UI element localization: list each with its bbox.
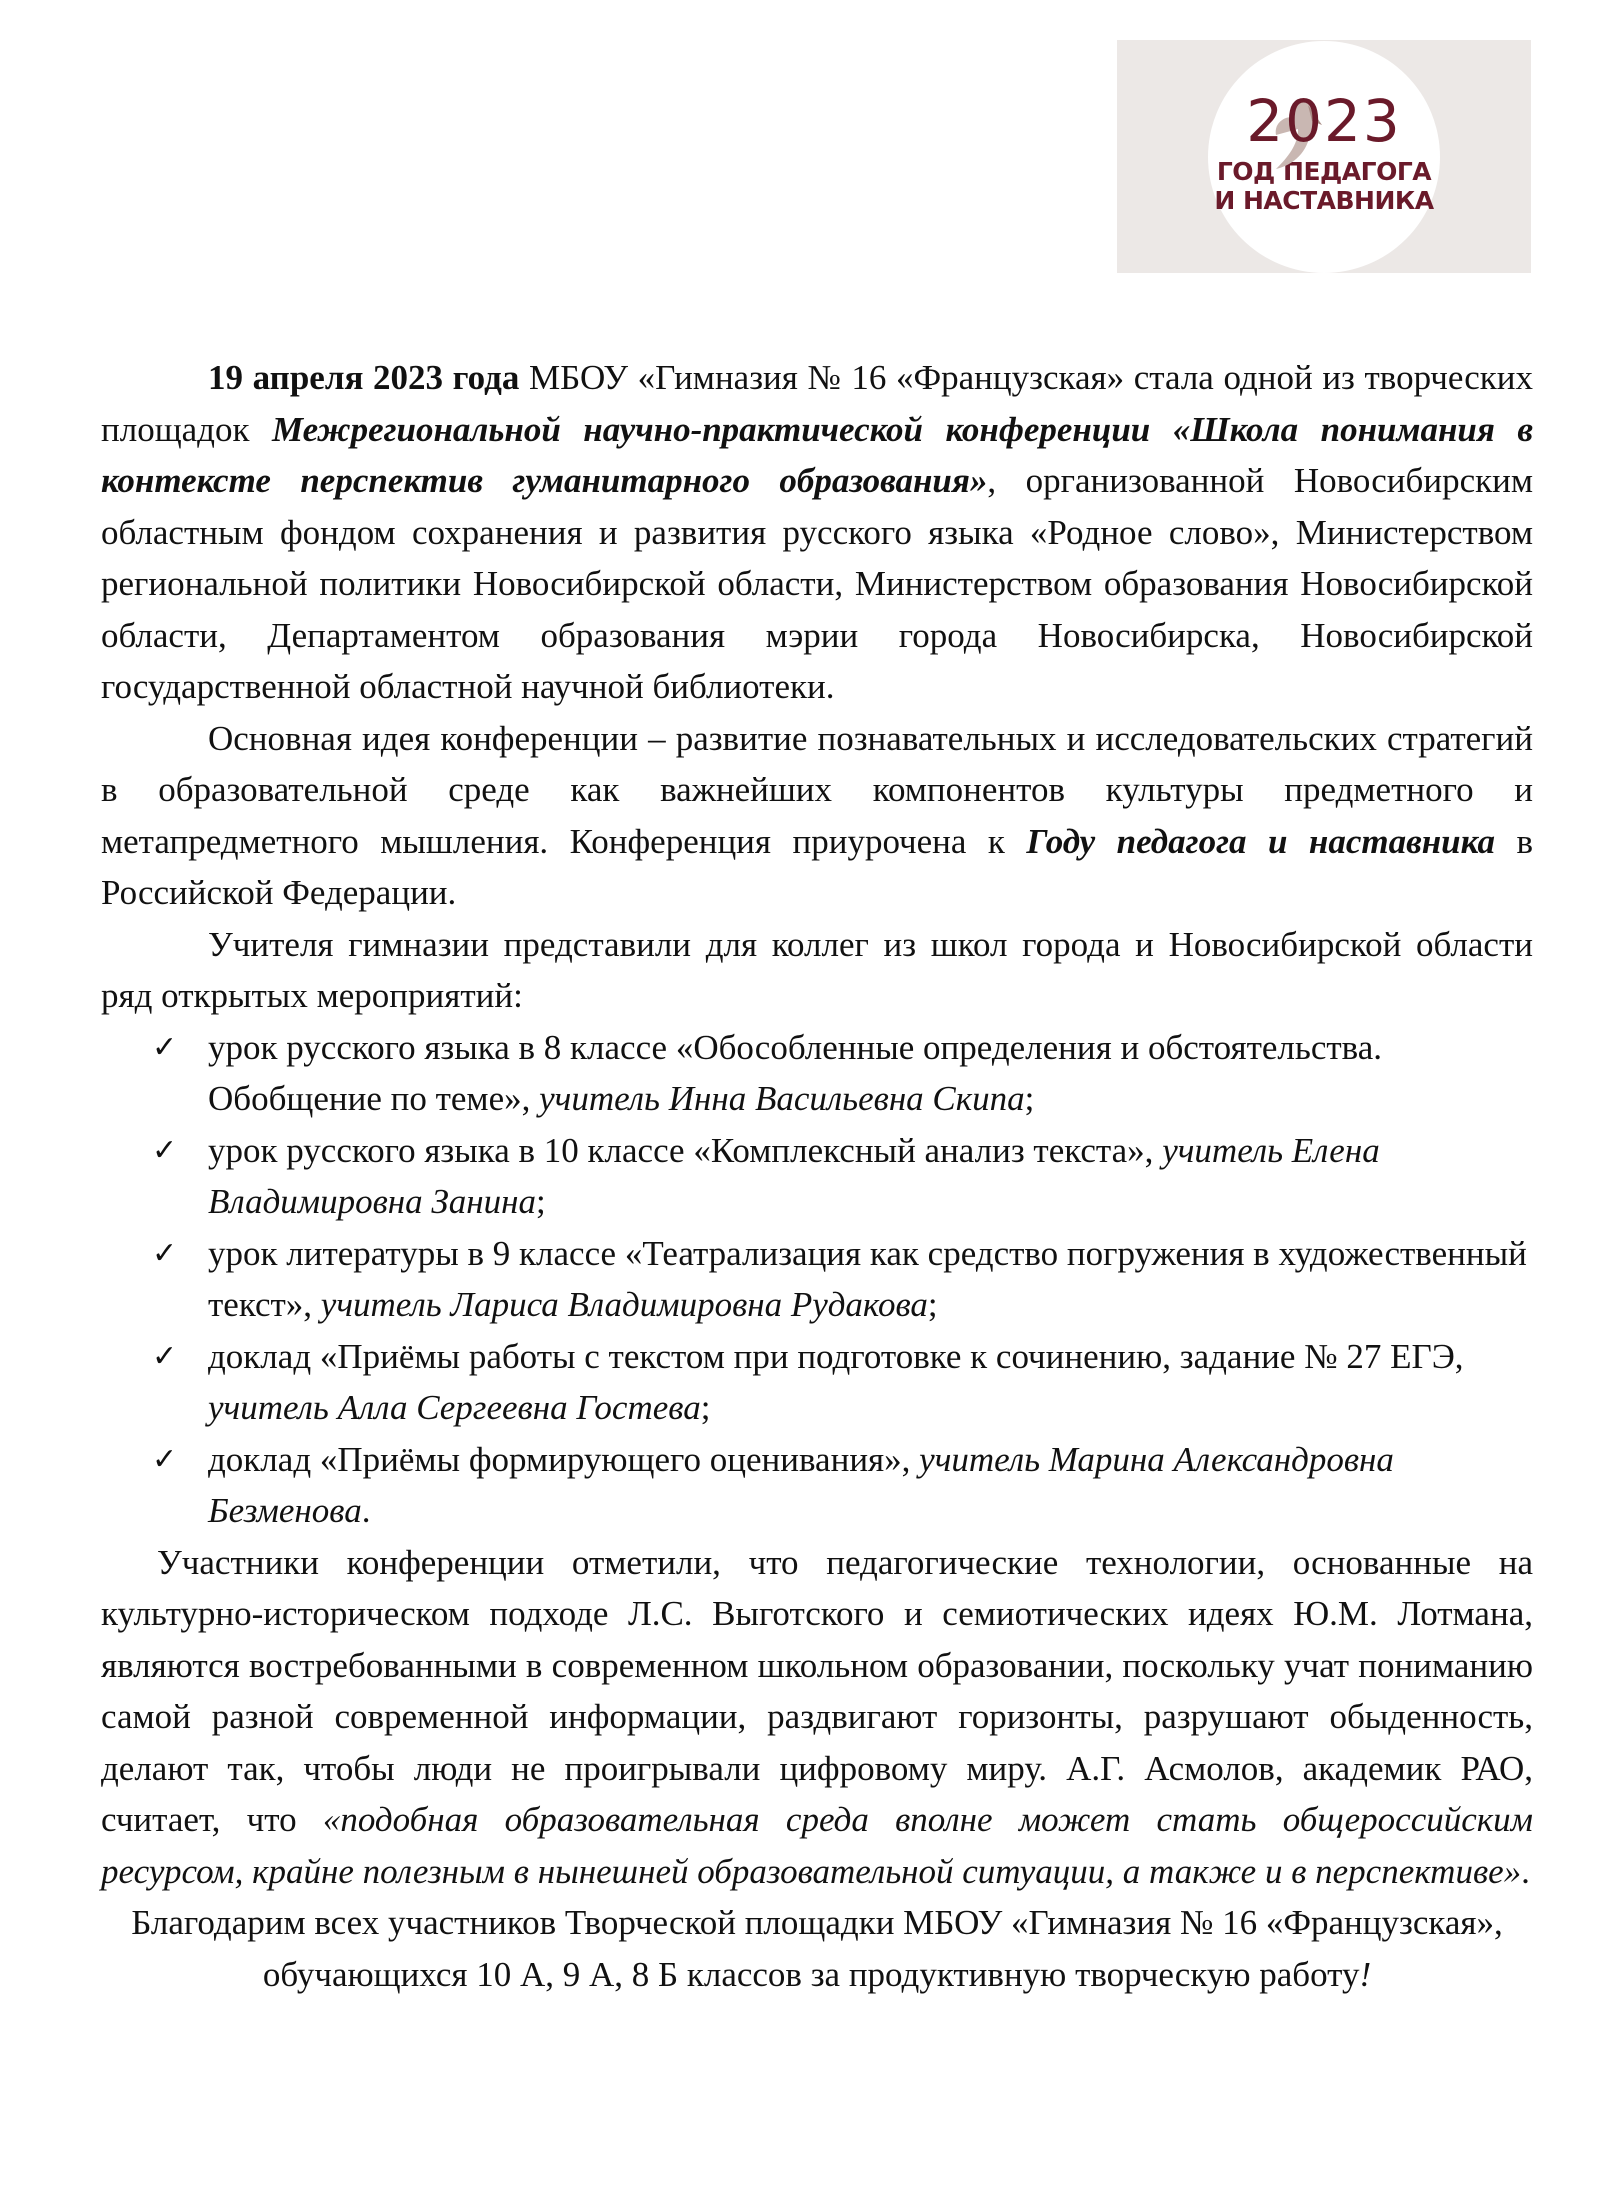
- event-teacher: учитель Марина Александровна Безменова: [208, 1439, 1394, 1530]
- asmolov-quote: «подобная образовательная среда вполне может стать общероссийским ресурсом, крайне полезным в нынешней образовательной ситуации, а также и в перспективе»: [101, 1800, 1533, 1891]
- event-end: ;: [535, 1182, 546, 1221]
- checkmark-icon: ✓: [152, 1029, 178, 1065]
- thanks-text: Благодарим всех участников Творческой площадки МБОУ «Гимназия № 16 «Французская», обучающихся 10 А, 9 А, 8 Б классов за продуктивную творческую работу: [131, 1903, 1503, 1994]
- event-text: доклад «Приёмы формирующего оценивания»,: [208, 1439, 920, 1479]
- paragraph-main-idea: [101, 713, 1533, 919]
- event-text: урок русского языка в 8 классе «Обособленные определения и обстоятельства. Обобщение по теме»,: [208, 1027, 1383, 1118]
- logo-year: 2023: [1246, 86, 1402, 155]
- event-teacher: учитель Инна Васильевна Скипа: [539, 1079, 1025, 1118]
- event-teacher: учитель Лариса Владимировна Рудакова: [320, 1285, 928, 1324]
- paragraph-conclusion: [101, 1537, 1533, 1898]
- event-teacher: учитель Алла Сергеевна Гостева: [208, 1388, 701, 1427]
- event-end: ;: [927, 1285, 938, 1324]
- logo-badge: [1208, 41, 1440, 273]
- logo-caption-line2: И НАСТАВНИКА: [1214, 185, 1434, 215]
- event-teacher: учитель Елена Владимировна Занина: [208, 1130, 1380, 1221]
- conference-title: Межрегиональной научно-практической конференции «Школа понимания в контексте перспектив гуманитарного образования»: [101, 409, 1533, 500]
- logo-caption-line1: ГОД ПЕДАГОГА: [1216, 156, 1432, 186]
- conclusion-text: Участники конференции отметили, что педагогические технологии, основанные на культурно-историческом подходе Л.С. Выготского и семиотических идеях Ю.М. Лотмана, являются востребованными в современном школьном образовании, поскольку учат пониманию самой разной современной информации, раздвигают горизонты, разрушают обыденность, делают так, чтобы люди не проигрывали цифровому миру. А.Г. Асмолов, академик РАО, считает, что: [101, 1542, 1533, 1839]
- year-logo: [1117, 40, 1531, 273]
- list-item: [152, 1228, 1533, 1331]
- thanks-end: !: [1359, 1954, 1372, 1994]
- checkmark-icon: ✓: [152, 1338, 178, 1374]
- event-end: ;: [700, 1388, 711, 1427]
- event-end: ;: [1024, 1079, 1035, 1118]
- events-list: [101, 1022, 1533, 1537]
- event-text: урок русского языка в 10 классе «Комплексный анализ текста»,: [208, 1130, 1163, 1170]
- list-item: [152, 1434, 1533, 1537]
- list-item: [152, 1125, 1533, 1228]
- conclusion-end: .: [1521, 1851, 1530, 1891]
- list-item: [152, 1331, 1533, 1434]
- paragraph-intro: [101, 352, 1533, 713]
- checkmark-icon: ✓: [152, 1132, 178, 1168]
- main-idea-text: Основная идея конференции – развитие познавательных и исследовательских стратегий в образовательной среде как важнейших компонентов культуры предметного и метапредметного мышления. Конференция приурочена к: [101, 718, 1533, 861]
- checkmark-icon: ✓: [152, 1441, 178, 1477]
- organizers-text: , организованной Новосибирским областным фондом сохранения и развития русского языка «Родное слово», Министерством региональной политики Новосибирской области, Министерством образования Новосибирской области, Департаментом образования мэрии города Новосибирска, Новосибирской государственной областной научной библиотеки.: [101, 461, 1533, 706]
- intro-text: МБОУ «Гимназия № 16 «Французская» стала одной из творческих площадок: [101, 358, 1533, 449]
- event-date: 19 апреля 2023 года: [208, 358, 520, 397]
- paragraph-thanks: [101, 1897, 1533, 2000]
- main-idea-end: в Российской Федерации.: [101, 821, 1533, 912]
- paragraph-events-intro: Учителя гимназии представили для коллег из школ города и Новосибирской области ряд открытых мероприятий:: [101, 924, 1533, 1015]
- event-end: .: [361, 1491, 371, 1530]
- event-text: доклад «Приёмы работы с текстом при подготовке к сочинению, задание № 27 ЕГЭ,: [208, 1336, 1464, 1376]
- year-of-teacher: Году педагога и наставника: [1026, 821, 1495, 861]
- checkmark-icon: ✓: [152, 1235, 178, 1271]
- document-body: [101, 352, 1533, 2000]
- list-item: [152, 1022, 1533, 1125]
- event-text: урок литературы в 9 классе «Театрализация как средство погружения в художественный текст»,: [208, 1233, 1527, 1324]
